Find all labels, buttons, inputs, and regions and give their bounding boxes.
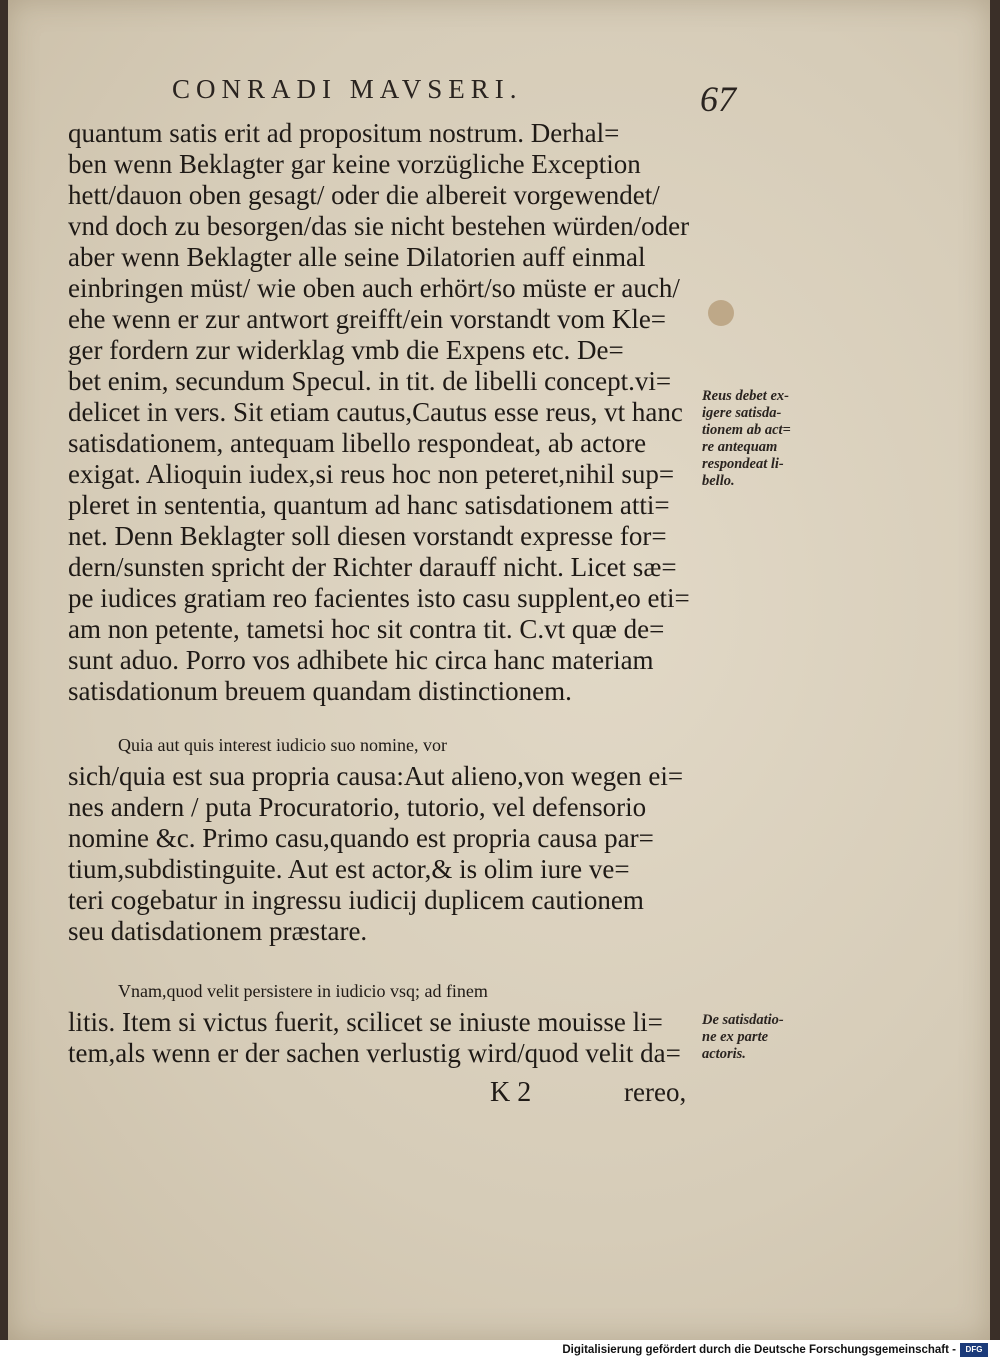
paragraph-3 — [68, 976, 696, 1069]
text-line: delicet in vers. Sit etiam cautus,Cautus esse reus, vt hanc — [68, 397, 683, 427]
text-line: ehe wenn er zur antwort greifft/ein vorstandt vom Kle= — [68, 304, 667, 334]
text-line: Quia aut quis interest iudicio suo nomine, vor — [118, 735, 447, 755]
dfg-logo: DFG — [960, 1343, 988, 1357]
text-line: satisdationum breuem quandam distinctionem. — [68, 676, 572, 706]
text-line: pe iudices gratiam reo facientes isto casu supplent,eo eti= — [68, 583, 690, 613]
margin-line: re antequam — [702, 439, 778, 455]
text-line: aber wenn Beklagter alle seine Dilatorien auff einmal — [68, 242, 646, 272]
paragraph-2 — [68, 730, 696, 947]
text-line: satisdationem, antequam libello respondeat, ab actore — [68, 428, 647, 458]
margin-line: igere satisda- — [702, 405, 782, 421]
text-line: seu datisdationem præstare. — [68, 916, 368, 946]
margin-line: actoris. — [702, 1046, 746, 1062]
marginal-note-2 — [702, 1012, 832, 1063]
text-line: Vnam,quod velit persistere in iudicio vsq; ad finem — [118, 981, 488, 1001]
text-line: nes andern / puta Procuratorio, tutorio, vel defensorio — [68, 792, 647, 822]
margin-line: Reus debet ex- — [702, 388, 789, 404]
text-line: ben wenn Beklagter gar keine vorzügliche Exception — [68, 149, 641, 179]
text-line: teri cogebatur in ingressu iudicij duplicem cautionem — [68, 885, 644, 915]
catchword: rereo, — [624, 1077, 687, 1107]
text-line: bet enim, secundum Specul. in tit. de libelli concept.vi= — [68, 366, 672, 396]
text-line: ger fordern zur widerklag vmb die Expens etc. De= — [68, 335, 624, 365]
text-line: pleret in sententia, quantum ad hanc satisdationem atti= — [68, 490, 670, 520]
signature-mark: K 2 — [490, 1077, 532, 1108]
margin-line: tionem ab act= — [702, 422, 791, 438]
paper-stain — [708, 300, 734, 326]
text-line: litis. Item si victus fuerit, scilicet se iniuste mouisse li= — [68, 1007, 663, 1037]
margin-line: De satisdatio- — [702, 1012, 784, 1028]
text-line: am non petente, tametsi hoc sit contra tit. C.vt quæ de= — [68, 614, 665, 644]
text-line: tium,subdistinguite. Aut est actor,& is olim iure ve= — [68, 854, 630, 884]
margin-line: bello. — [702, 473, 735, 489]
text-line: nomine &c. Primo casu,quando est propria causa par= — [68, 823, 654, 853]
footer-bar — [0, 1340, 1000, 1361]
running-title: CONRADI MAVSERI. — [172, 74, 523, 104]
text-line: quantum satis erit ad propositum nostrum. Derhal= — [68, 118, 620, 148]
marginal-note-1 — [702, 388, 822, 490]
margin-line: respondeat li- — [702, 456, 784, 472]
footer-text: Digitalisierung gefördert durch die Deutsche Forschungsgemeinschaft - — [562, 1344, 956, 1356]
text-line: net. Denn Beklagter soll diesen vorstandt expresse for= — [68, 521, 667, 551]
paragraph-1 — [68, 118, 696, 707]
text-line: einbringen müst/ wie oben auch erhört/so müste er auch/ — [68, 273, 680, 303]
text-line: exigat. Alioquin iudex,si reus hoc non peteret,nihil sup= — [68, 459, 675, 489]
text-line: sich/quia est sua propria causa:Aut alieno,von wegen ei= — [68, 761, 684, 791]
text-line: hett/dauon oben gesagt/ oder die albereit vorgewendet/ — [68, 180, 660, 210]
page-number: 67 — [700, 79, 736, 119]
text-line: tem,als wenn er der sachen verlustig wird/quod velit da= — [68, 1038, 681, 1068]
margin-line: ne ex parte — [702, 1029, 769, 1045]
text-line: sunt aduo. Porro vos adhibete hic circa hanc materiam — [68, 645, 654, 675]
text-line: dern/sunsten spricht der Richter darauff nicht. Licet sæ= — [68, 552, 677, 582]
text-line: vnd doch zu besorgen/das sie nicht bestehen würden/oder — [68, 211, 690, 241]
